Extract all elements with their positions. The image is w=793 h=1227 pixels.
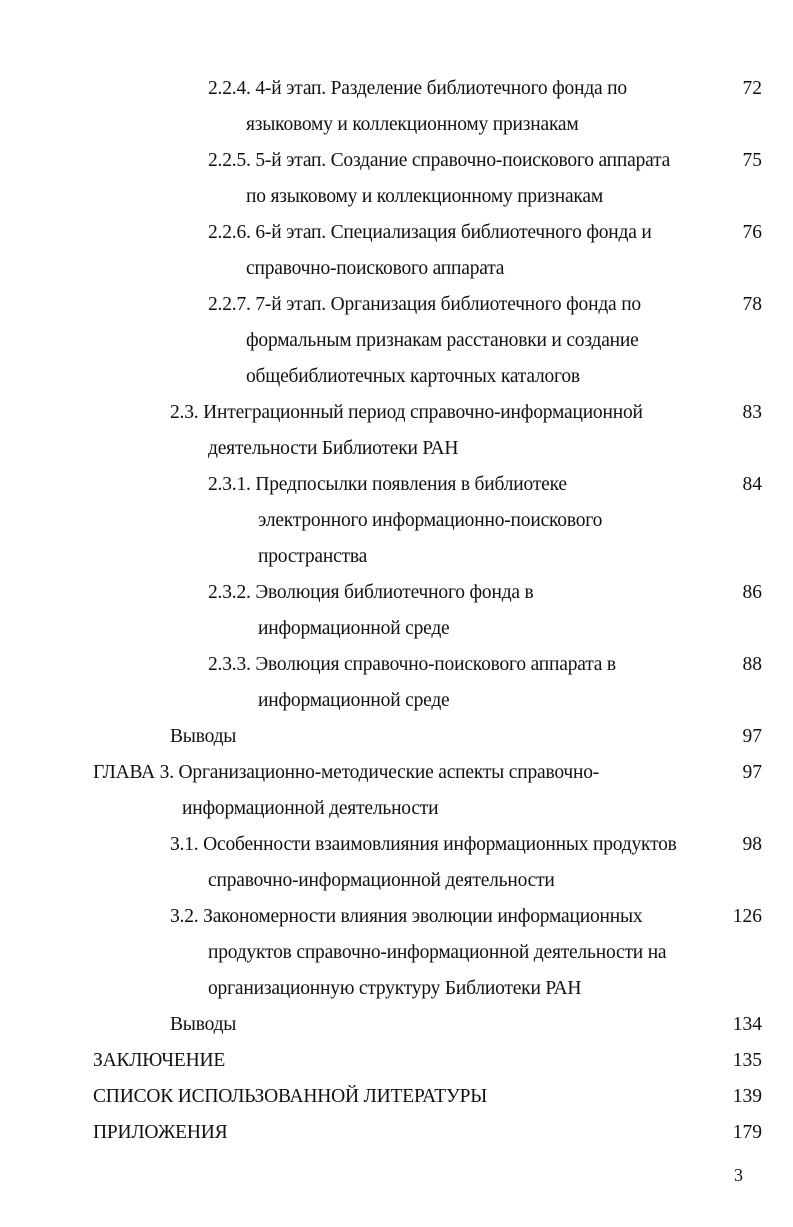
toc-entry-title: 2.3.3. Эволюция справочно-поискового аппарата в bbox=[208, 654, 616, 675]
toc-entry-page: 135 bbox=[732, 1050, 762, 1071]
toc-entry-title: 3.1. Особенности взаимовлияния информационных продуктов bbox=[170, 834, 677, 855]
toc-entry bbox=[93, 1115, 227, 1151]
toc-entry-title-continuation: информационной среде bbox=[258, 618, 450, 639]
toc-entry-page: 75 bbox=[742, 150, 762, 171]
toc-entry-title: 2.3.2. Эволюция библиотечного фонда в bbox=[208, 582, 534, 603]
toc-entry-title-continuation: языковому и коллекционному признакам bbox=[246, 114, 579, 135]
toc-entry bbox=[93, 1043, 225, 1079]
toc-entry-title: ГЛАВА 3. Организационно-методические аспекты справочно- bbox=[93, 762, 600, 783]
toc-entry-page: 126 bbox=[732, 906, 762, 927]
toc-entry bbox=[208, 287, 641, 395]
toc-entry bbox=[93, 755, 599, 827]
toc-entry-title-continuation: формальным признакам расстановки и создание bbox=[246, 330, 639, 351]
toc-entry-page: 76 bbox=[742, 222, 762, 243]
toc-entry-title: 2.2.5. 5-й этап. Создание справочно-поискового аппарата bbox=[208, 150, 671, 171]
toc-entry-page: 179 bbox=[732, 1122, 762, 1143]
toc-entry bbox=[170, 899, 666, 1007]
toc-entry-title: 2.3.1. Предпосылки появления в библиотеке bbox=[208, 474, 567, 495]
toc-entry-title-continuation: электронного информационно-поискового bbox=[258, 510, 603, 531]
toc-entry-page: 84 bbox=[742, 474, 762, 495]
toc-entry-page: 97 bbox=[742, 762, 762, 783]
toc-entry bbox=[170, 395, 643, 467]
toc-entry-page: 88 bbox=[742, 654, 762, 675]
toc-entry-page: 98 bbox=[742, 834, 762, 855]
toc-entry bbox=[208, 647, 616, 719]
toc-entry-title-continuation: деятельности Библиотеки РАН bbox=[208, 438, 459, 459]
toc-entry bbox=[208, 143, 670, 215]
toc-entry bbox=[208, 575, 534, 647]
toc-entry bbox=[170, 827, 677, 899]
toc-entry-title-continuation: справочно-информационной деятельности bbox=[208, 870, 555, 891]
toc-entry-title: СПИСОК ИСПОЛЬЗОВАННОЙ ЛИТЕРАТУРЫ bbox=[93, 1086, 488, 1107]
toc-entry-page: 139 bbox=[732, 1086, 762, 1107]
toc-entry-title-continuation: продуктов справочно-информационной деятельности на bbox=[208, 942, 667, 963]
toc-entry-page: 72 bbox=[742, 78, 762, 99]
toc-entry-title-continuation: справочно-поискового аппарата bbox=[246, 258, 505, 279]
toc-entry-page: 86 bbox=[742, 582, 762, 603]
toc-entry bbox=[93, 1079, 487, 1115]
toc-entry-title-continuation: по языковому и коллекционному признакам bbox=[246, 186, 603, 207]
toc-entry-title: Выводы bbox=[170, 1014, 237, 1035]
toc-entry-title: 2.3. Интеграционный период справочно-информационной bbox=[170, 402, 643, 423]
toc-entry-title-continuation: общебиблиотечных карточных каталогов bbox=[246, 366, 580, 387]
toc-entry-title: Выводы bbox=[170, 726, 237, 747]
toc-entry-title-continuation: информационной деятельности bbox=[182, 798, 439, 819]
toc-entry-title: 2.2.4. 4-й этап. Разделение библиотечного фонда по bbox=[208, 78, 627, 99]
toc-entry-page: 134 bbox=[732, 1014, 762, 1035]
toc-entry-title: ЗАКЛЮЧЕНИЕ bbox=[93, 1050, 226, 1071]
toc-entry-page: 78 bbox=[742, 294, 762, 315]
toc-entry bbox=[208, 467, 602, 575]
toc-entry-title: 2.2.7. 7-й этап. Организация библиотечного фонда по bbox=[208, 294, 641, 315]
toc-entry-title-continuation: информационной среде bbox=[258, 690, 450, 711]
toc-entry-title-continuation: организационную структуру Библиотеки РАН bbox=[208, 978, 582, 999]
page-number: 3 bbox=[734, 1165, 743, 1185]
toc-entry-title-continuation: пространства bbox=[258, 546, 368, 567]
toc-entry-page: 83 bbox=[742, 402, 762, 423]
toc-entry bbox=[170, 1007, 236, 1043]
toc-entry bbox=[208, 71, 627, 143]
toc-entry-page: 97 bbox=[742, 726, 762, 747]
toc-entry bbox=[208, 215, 652, 287]
toc-entry bbox=[170, 719, 236, 755]
toc-entry-title: ПРИЛОЖЕНИЯ bbox=[93, 1122, 228, 1143]
toc-entry-title: 3.2. Закономерности влияния эволюции информационных bbox=[170, 906, 643, 927]
toc-entry-title: 2.2.6. 6-й этап. Специализация библиотечного фонда и bbox=[208, 222, 652, 243]
